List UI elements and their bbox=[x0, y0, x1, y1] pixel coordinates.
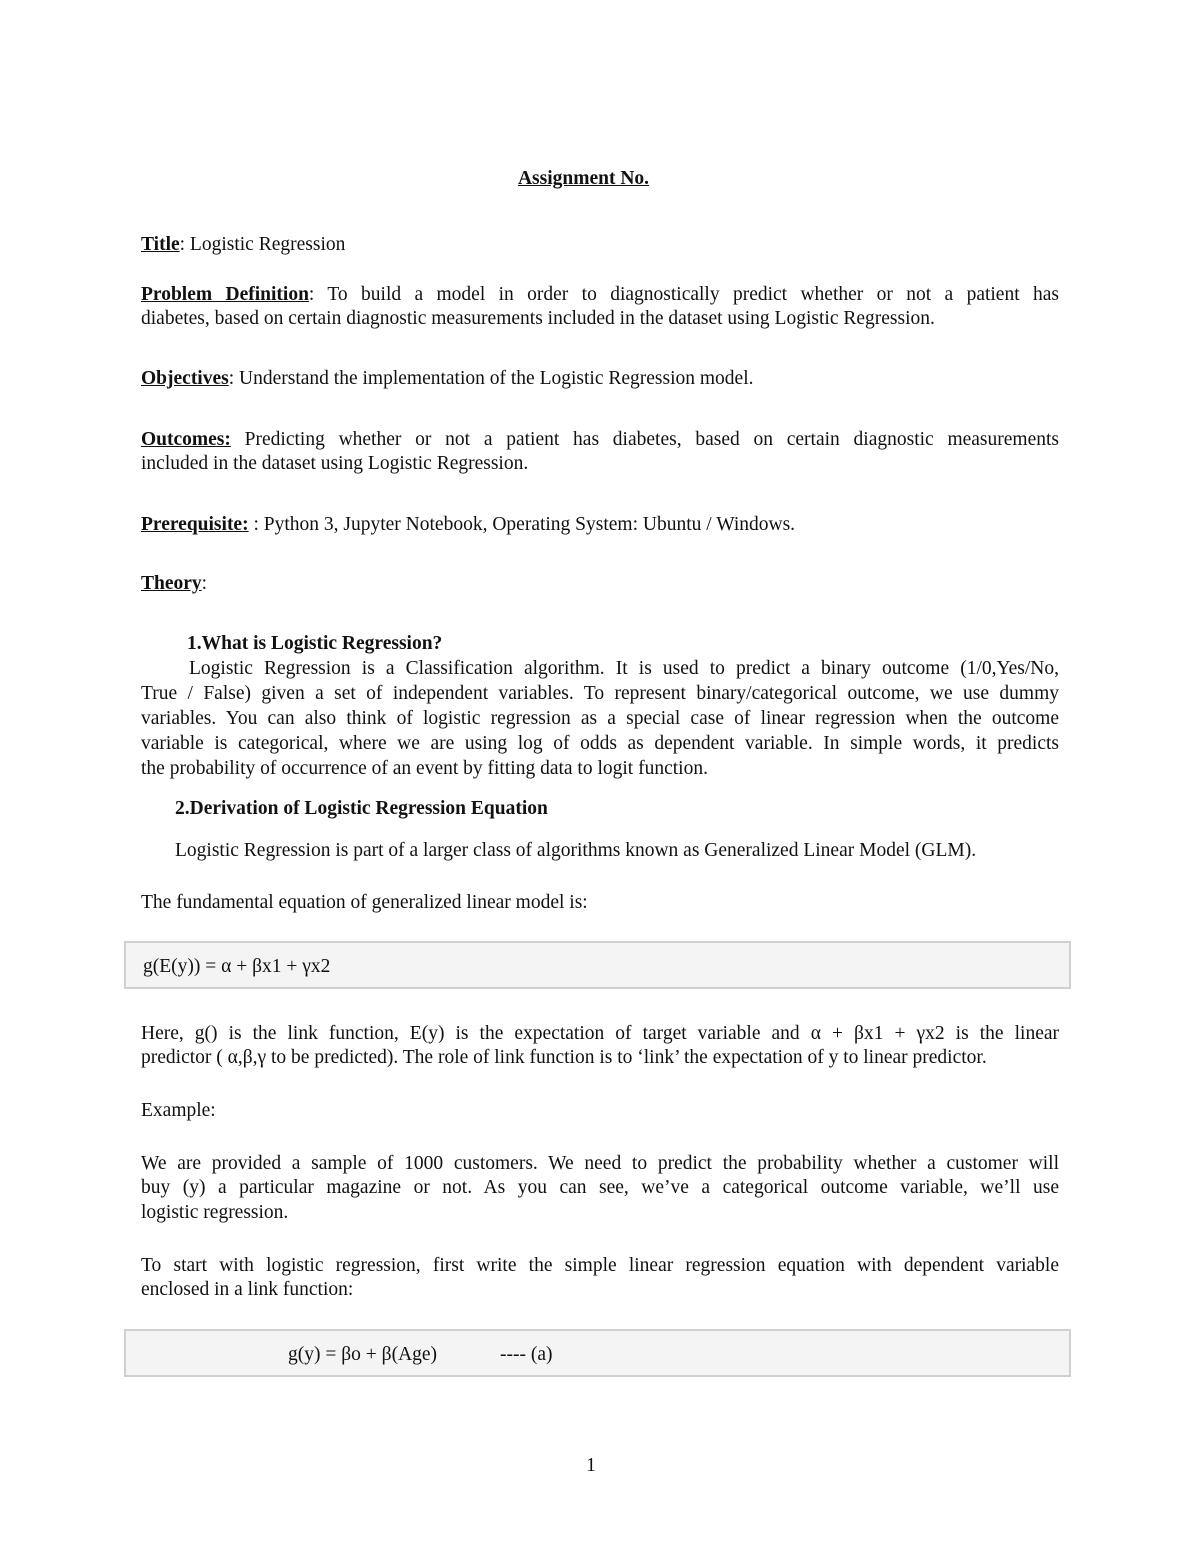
assignment-heading: Assignment No. bbox=[517, 168, 650, 189]
outcomes-line2: included in the dataset using Logistic Regression. bbox=[141, 453, 529, 474]
start-line1: To start with logistic regression, first write the simple linear regression equation with dependent variable bbox=[141, 1255, 1059, 1276]
example-line3: logistic regression. bbox=[141, 1202, 289, 1223]
section1-heading: 1.What is Logistic Regression? bbox=[187, 633, 443, 654]
problem-definition-line1 bbox=[141, 282, 1059, 307]
title-text: : Logistic Regression bbox=[179, 234, 346, 255]
equation-2-tag: ---- (a) bbox=[500, 1344, 553, 1365]
outcomes-label: Outcomes: bbox=[141, 429, 231, 450]
outcomes-line1 bbox=[141, 427, 1059, 452]
example-line2: buy (y) a particular magazine or not. As you can see, we’ve a categorical outcome variable, we’ll use bbox=[141, 1177, 1059, 1198]
page-number: 1 bbox=[586, 1455, 596, 1476]
theory-colon: : bbox=[201, 573, 208, 594]
section2-intro: Logistic Regression is part of a larger class of algorithms known as Generalized Linear Model (GLM). bbox=[175, 840, 977, 861]
problem-definition-line2: diabetes, based on certain diagnostic measurements included in the dataset using Logistic Regression. bbox=[141, 308, 935, 329]
objectives-label: Objectives bbox=[141, 368, 229, 389]
title-label: Title bbox=[141, 234, 180, 255]
prerequisite-line bbox=[141, 512, 1059, 537]
theory-label: Theory bbox=[141, 573, 202, 594]
equation-1: g(E(y)) = α + βx1 + γx2 bbox=[143, 956, 331, 977]
equation-box-1 bbox=[124, 941, 1071, 989]
objectives-text: : Understand the implementation of the Logistic Regression model. bbox=[228, 368, 754, 389]
start-line2: enclosed in a link function: bbox=[141, 1279, 354, 1300]
section1-line-2: True / False) given a set of independent variables. To represent binary/categorical outcome, we use dummy bbox=[141, 683, 1059, 704]
example-label: Example: bbox=[141, 1100, 216, 1121]
section1-line-5: the probability of occurrence of an event by fitting data to logit function. bbox=[141, 758, 708, 779]
section2-fundamental: The fundamental equation of generalized linear model is: bbox=[141, 892, 588, 913]
objectives-line bbox=[141, 366, 1059, 391]
theory-line bbox=[141, 571, 1059, 596]
equation-box-2 bbox=[124, 1329, 1071, 1377]
section1-line-3: variables. You can also think of logistic regression as a special case of linear regression when the outcome bbox=[141, 708, 1059, 729]
prerequisite-text: : Python 3, Jupyter Notebook, Operating System: Ubuntu / Windows. bbox=[248, 514, 796, 535]
link-function-line1: Here, g() is the link function, E(y) is the expectation of target variable and α + βx1 + γx2 is the linear bbox=[141, 1023, 1059, 1044]
section1-line-1: Logistic Regression is a Classification algorithm. It is used to predict a binary outcome (1/0,Yes/No, bbox=[189, 658, 1059, 679]
title-line bbox=[141, 232, 1059, 257]
problem-definition-text1: : To build a model in order to diagnostically predict whether or not a patient has bbox=[308, 284, 1059, 305]
prerequisite-label: Prerequisite: bbox=[141, 514, 249, 535]
example-line1: We are provided a sample of 1000 customers. We need to predict the probability whether a customer will bbox=[141, 1153, 1059, 1174]
outcomes-text1: Predicting whether or not a patient has diabetes, based on certain diagnostic measurements bbox=[230, 429, 1059, 450]
section2-heading: 2.Derivation of Logistic Regression Equation bbox=[175, 798, 548, 819]
problem-definition-label: Problem Definition bbox=[141, 284, 309, 305]
section1-line-4: variable is categorical, where we are using log of odds as dependent variable. In simple words, it predicts bbox=[141, 733, 1059, 754]
link-function-line2: predictor ( α,β,γ to be predicted). The role of link function is to ‘link’ the expectation of y to linear predictor. bbox=[141, 1047, 987, 1068]
equation-2: g(y) = βo + β(Age) bbox=[288, 1344, 438, 1365]
